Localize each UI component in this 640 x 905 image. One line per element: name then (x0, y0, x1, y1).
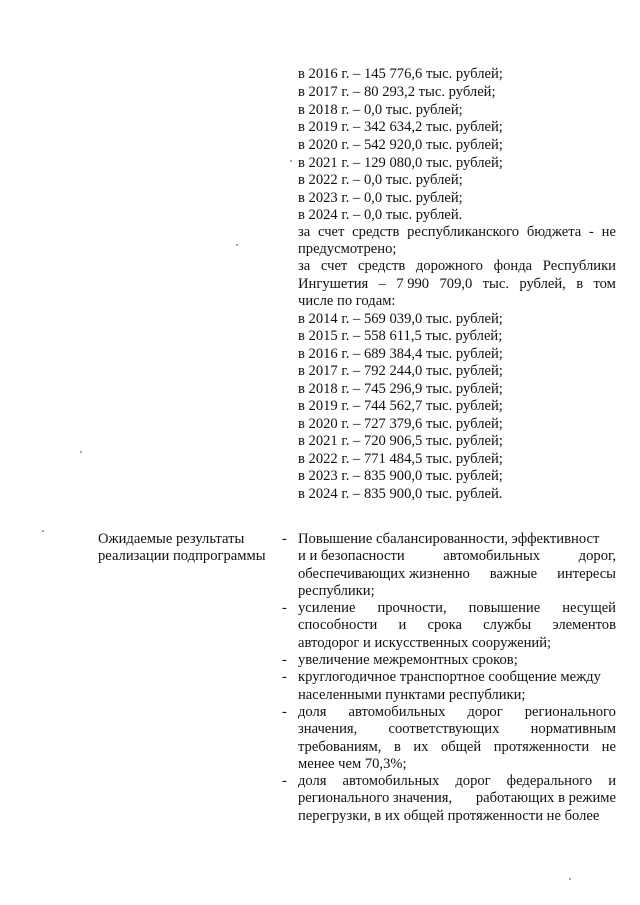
funding-year-2016: в 2016 г. – 145 776,6 тыс. рублей; (298, 66, 503, 82)
funding-year-2023: в 2023 г. – 0,0 тыс. рублей; (298, 190, 463, 206)
result-item-6-line-3: перегрузки, в их общей протяженности не более (298, 808, 600, 824)
scan-speck (290, 160, 292, 162)
result-item-5-line-2: значения, соответствующих нормативным (298, 721, 616, 737)
result-item-6-line-1: доля автомобильных дорог федерального и (298, 773, 616, 789)
result-item-2-line-2: способности и срока службы элементов (298, 617, 616, 633)
result-item-4-line-1: круглогодичное транспортное сообщение между (298, 669, 601, 685)
road-fund-year-2021: в 2021 г. – 720 906,5 тыс. рублей; (298, 433, 503, 449)
republic-budget-note: предусмотрено; (298, 241, 397, 257)
bullet-dash: - (282, 704, 287, 720)
funding-year-2024: в 2024 г. – 0,0 тыс. рублей. (298, 207, 463, 223)
result-item-3-line-1: увеличение межремонтных сроков; (298, 652, 518, 668)
road-fund-year-2014: в 2014 г. – 569 039,0 тыс. рублей; (298, 311, 503, 327)
bullet-dash: - (282, 669, 287, 685)
funding-year-2018: в 2018 г. – 0,0 тыс. рублей; (298, 102, 463, 118)
funding-year-2021: в 2021 г. – 129 080,0 тыс. рублей; (298, 155, 503, 171)
road-fund-year-2023: в 2023 г. – 835 900,0 тыс. рублей; (298, 468, 503, 484)
funding-year-2017: в 2017 г. – 80 293,2 тыс. рублей; (298, 84, 496, 100)
road-fund-year-2018: в 2018 г. – 745 296,9 тыс. рублей; (298, 381, 503, 397)
result-item-1-line-2: и и безопасности автомобильных дорог, (298, 548, 616, 564)
road-fund-line-2: Ингушетия – 7 990 709,0 тыс. рублей, в том (298, 276, 616, 292)
bullet-dash: - (282, 531, 287, 547)
result-item-2-line-3: автодорог и искусственных сооружений; (298, 635, 552, 651)
republic-budget-line: за счет средств республиканского бюджета - не (298, 224, 616, 240)
result-item-4-line-2: населенными пунктами республики; (298, 687, 526, 703)
scan-speck (80, 451, 82, 453)
funding-year-2019: в 2019 г. – 342 634,2 тыс. рублей; (298, 119, 503, 135)
expected-results-label: Ожидаемые результаты реализации подпрограммы (98, 531, 266, 564)
result-item-5-line-3: требованиям, в их общей протяженности не (298, 739, 616, 755)
road-fund-year-2016: в 2016 г. – 689 384,4 тыс. рублей; (298, 346, 503, 362)
result-item-5-line-1: доля автомобильных дорог регионального (298, 704, 616, 720)
road-fund-line-1: за счет средств дорожного фонда Республики (298, 258, 616, 274)
funding-year-2020: в 2020 г. – 542 920,0 тыс. рублей; (298, 137, 503, 153)
result-item-1-line-1: Повышение сбалансированности, эффективност (298, 531, 600, 547)
scan-speck (569, 878, 571, 880)
bullet-dash: - (282, 652, 287, 668)
road-fund-year-2019: в 2019 г. – 744 562,7 тыс. рублей; (298, 398, 503, 414)
road-fund-year-2024: в 2024 г. – 835 900,0 тыс. рублей. (298, 486, 503, 502)
road-fund-year-2015: в 2015 г. – 558 611,5 тыс. рублей; (298, 328, 503, 344)
scan-speck (42, 530, 44, 532)
result-item-1-line-3: обеспечивающих жизненно важные интересы (298, 566, 616, 582)
road-fund-year-2022: в 2022 г. – 771 484,5 тыс. рублей; (298, 451, 503, 467)
result-item-1-line-4: республики; (298, 583, 375, 599)
road-fund-year-2020: в 2020 г. – 727 379,6 тыс. рублей; (298, 416, 503, 432)
bullet-dash: - (282, 600, 287, 616)
result-item-5-line-4: менее чем 70,3%; (298, 756, 407, 772)
road-fund-year-2017: в 2017 г. – 792 244,0 тыс. рублей; (298, 363, 503, 379)
scan-speck (236, 244, 238, 246)
funding-year-2022: в 2022 г. – 0,0 тыс. рублей; (298, 172, 463, 188)
result-item-2-line-1: усиление прочности, повышение несущей (298, 600, 616, 616)
bullet-dash: - (282, 773, 287, 789)
result-item-6-line-2: регионального значения, работающих в режиме (298, 790, 616, 806)
road-fund-line-3: числе по годам: (298, 293, 396, 309)
